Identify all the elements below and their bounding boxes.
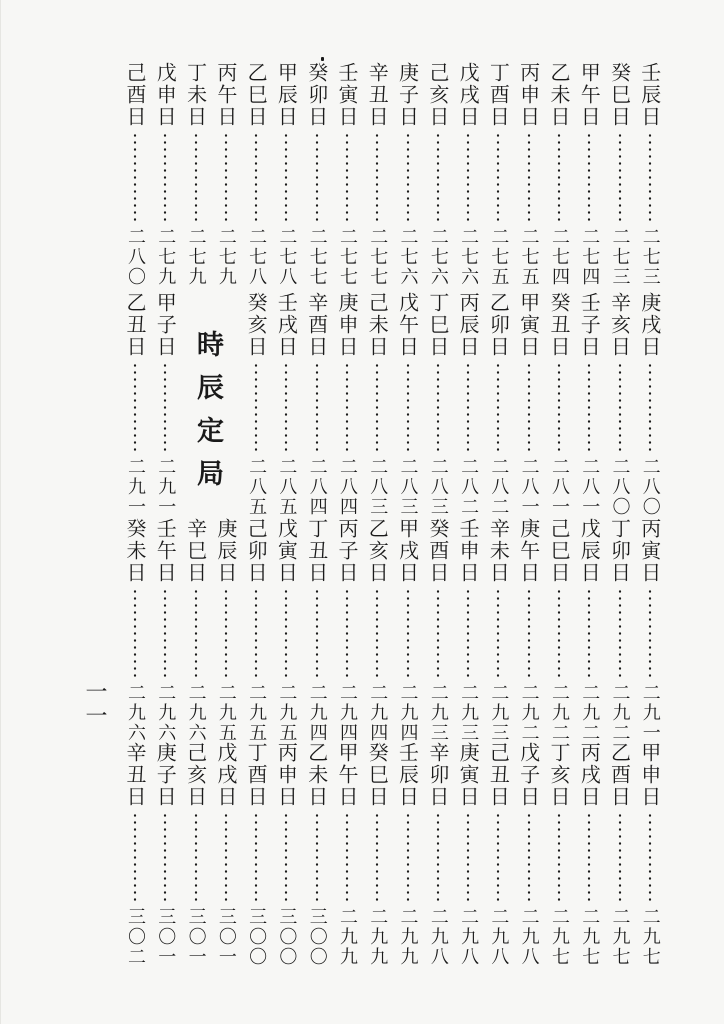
toc-entry-page-number: 二九八 — [518, 907, 540, 967]
dot-leader — [587, 132, 591, 223]
dot-leader — [466, 132, 470, 223]
toc-entry-label: 己未日 — [365, 292, 390, 358]
toc-entry — [515, 518, 543, 743]
dot-leader — [224, 588, 228, 679]
toc-entry-page-number: 二九七 — [579, 907, 601, 967]
dot-leader — [375, 132, 379, 223]
dot-leader — [618, 588, 622, 679]
toc-entry-page-number: 二九二 — [548, 683, 570, 743]
dot-leader — [618, 132, 622, 223]
toc-band-4 — [121, 742, 664, 967]
toc-entry-label: 戊戌日 — [213, 742, 238, 808]
toc-entry-label: 己亥日 — [425, 62, 450, 128]
dot-leader — [557, 362, 561, 453]
toc-entry-label: 甲戌日 — [395, 518, 420, 584]
toc-entry-page-number: 二九八 — [427, 907, 449, 967]
toc-entry — [515, 62, 543, 287]
page-number: 一一 — [82, 680, 107, 728]
toc-entry — [121, 742, 149, 967]
toc-entry-page-number: 二八〇 — [609, 457, 631, 517]
toc-entry-label: 丙午日 — [213, 62, 238, 128]
toc-entry-page-number: 二九八 — [488, 907, 510, 967]
toc-entry — [636, 742, 664, 967]
dot-leader — [466, 812, 470, 903]
toc-entry-label: 庚寅日 — [456, 742, 481, 808]
toc-entry — [212, 62, 240, 287]
toc-entry — [545, 62, 573, 287]
toc-entry-label: 甲辰日 — [274, 62, 299, 128]
toc-entry-label: 壬辰日 — [395, 742, 420, 808]
toc-entry-page-number: 三〇一 — [215, 907, 237, 967]
toc-entry-page-number: 二七六 — [397, 227, 419, 287]
toc-entry-label: 乙未日 — [546, 62, 571, 128]
dot-leader — [406, 588, 410, 679]
toc-entry-label: 戊辰日 — [577, 518, 602, 584]
dot-leader — [496, 588, 500, 679]
toc-entry — [394, 742, 422, 967]
dot-leader — [466, 588, 470, 679]
toc-entry-page-number: 二九九 — [367, 907, 389, 967]
dot-leader — [557, 132, 561, 223]
toc-entry — [363, 62, 391, 287]
toc-entry-label: 辛酉日 — [304, 292, 329, 358]
toc-entry-page-number: 二九七 — [548, 907, 570, 967]
dot-leader — [557, 588, 561, 679]
dot-leader — [194, 132, 198, 223]
dot-leader — [194, 812, 198, 903]
ink-speck — [321, 57, 324, 61]
toc-band-columns — [121, 62, 664, 287]
toc-entry-label: 辛卯日 — [425, 742, 450, 808]
toc-entry-label: 庚午日 — [516, 518, 541, 584]
toc-entry-page-number: 二七七 — [336, 227, 358, 287]
toc-entry — [454, 742, 482, 967]
toc-entry — [394, 518, 422, 743]
toc-entry — [182, 742, 210, 967]
toc-entry — [545, 292, 573, 517]
toc-entry — [121, 292, 149, 517]
toc-entry-label: 壬子日 — [577, 292, 602, 358]
toc-entry-page-number: 二九一 — [639, 683, 661, 743]
toc-entry — [606, 742, 634, 967]
dot-leader — [254, 812, 258, 903]
toc-entry-page-number: 二七八 — [276, 227, 298, 287]
toc-entry-page-number: 二八一 — [548, 457, 570, 517]
dot-leader — [284, 132, 288, 223]
toc-entry-label: 乙酉日 — [607, 742, 632, 808]
dot-leader — [406, 132, 410, 223]
dot-leader — [436, 132, 440, 223]
dot-leader — [224, 812, 228, 903]
toc-entry — [151, 742, 179, 967]
toc-entry — [363, 742, 391, 967]
toc-entry — [394, 62, 422, 287]
toc-entry-page-number: 二九三 — [458, 683, 480, 743]
toc-entry-page-number: 二九七 — [639, 907, 661, 967]
toc-entry-label: 辛亥日 — [607, 292, 632, 358]
section-title: 時辰定局 — [192, 330, 223, 502]
toc-entry-page-number: 二八〇 — [639, 457, 661, 517]
dot-leader — [194, 588, 198, 679]
toc-entry-label: 庚辰日 — [213, 518, 238, 584]
toc-entry-label: 辛丑日 — [365, 62, 390, 128]
toc-entry-page-number: 二九二 — [609, 683, 631, 743]
toc-entry — [272, 742, 300, 967]
toc-entry-page-number: 二九四 — [397, 683, 419, 743]
dot-leader — [254, 362, 258, 453]
dot-leader — [587, 812, 591, 903]
toc-entry-label: 丁亥日 — [546, 742, 571, 808]
toc-entry — [333, 62, 361, 287]
toc-entry-page-number: 三〇〇 — [306, 907, 328, 967]
dot-leader — [375, 812, 379, 903]
toc-entry-page-number: 二九八 — [458, 907, 480, 967]
toc-entry-label: 己丑日 — [486, 742, 511, 808]
toc-entry-label: 丙申日 — [516, 62, 541, 128]
toc-entry — [151, 62, 179, 287]
toc-entry-page-number: 二七四 — [579, 227, 601, 287]
toc-entry-label: 壬午日 — [153, 518, 178, 584]
dot-leader — [284, 588, 288, 679]
toc-entry-page-number: 二九六 — [155, 683, 177, 743]
toc-entry-label: 甲午日 — [334, 742, 359, 808]
dot-leader — [618, 812, 622, 903]
toc-entry — [333, 292, 361, 517]
toc-entry-label: 丙寅日 — [637, 518, 662, 584]
toc-entry-page-number: 二九九 — [397, 907, 419, 967]
dot-leader — [315, 362, 319, 453]
dot-leader — [163, 132, 167, 223]
toc-entry-page-number: 二七五 — [488, 227, 510, 287]
toc-entry — [363, 518, 391, 743]
dot-leader — [436, 588, 440, 679]
toc-entry-page-number: 二八一 — [518, 457, 540, 517]
toc-entry — [333, 518, 361, 743]
toc-entry-page-number: 二七七 — [306, 227, 328, 287]
toc-entry — [212, 742, 240, 967]
toc-entry — [454, 292, 482, 517]
toc-band-columns — [121, 518, 664, 743]
toc-entry — [575, 292, 603, 517]
toc-entry-page-number: 二九九 — [336, 907, 358, 967]
dot-leader — [466, 362, 470, 453]
dot-leader — [315, 132, 319, 223]
toc-entry-page-number: 二九五 — [276, 683, 298, 743]
dot-leader — [345, 588, 349, 679]
toc-entry — [515, 292, 543, 517]
toc-entry-label: 辛巳日 — [183, 518, 208, 584]
toc-entry-label: 甲申日 — [637, 742, 662, 808]
toc-entry — [515, 742, 543, 967]
dot-leader — [648, 362, 652, 453]
toc-entry-page-number: 二七四 — [548, 227, 570, 287]
dot-leader — [406, 812, 410, 903]
toc-entry-label: 癸未日 — [123, 518, 147, 584]
toc-entry — [303, 62, 331, 287]
toc-entry-label: 己亥日 — [183, 742, 208, 808]
toc-entry — [242, 292, 270, 517]
toc-entry — [484, 518, 512, 743]
toc-entry-page-number: 二八五 — [276, 457, 298, 517]
toc-entry-page-number: 二七五 — [518, 227, 540, 287]
toc-entry-page-number: 三〇〇 — [246, 907, 268, 967]
toc-entry-page-number: 二七七 — [367, 227, 389, 287]
toc-entry-page-number: 二九四 — [306, 683, 328, 743]
toc-entry — [636, 292, 664, 517]
toc-entry — [606, 518, 634, 743]
toc-entry-label: 乙亥日 — [365, 518, 390, 584]
dot-leader — [254, 132, 258, 223]
toc-entry-page-number: 三〇一 — [155, 907, 177, 967]
toc-entry-label: 戊寅日 — [274, 518, 299, 584]
toc-entry-page-number: 二八二 — [488, 457, 510, 517]
toc-entry — [242, 742, 270, 967]
toc-entry — [484, 742, 512, 967]
toc-entry — [484, 62, 512, 287]
toc-entry — [242, 62, 270, 287]
dot-leader — [163, 588, 167, 679]
toc-entry — [303, 292, 331, 517]
toc-entry-page-number: 二九二 — [579, 683, 601, 743]
toc-entry-label: 辛丑日 — [123, 742, 147, 808]
dot-leader — [345, 812, 349, 903]
toc-entry-label: 丁酉日 — [244, 742, 269, 808]
toc-entry — [606, 292, 634, 517]
toc-entry-page-number: 二九三 — [427, 683, 449, 743]
toc-entry-page-number: 二八四 — [336, 457, 358, 517]
toc-entry-label: 甲子日 — [153, 292, 178, 358]
toc-entry-page-number: 二九五 — [246, 683, 268, 743]
toc-entry-label: 己卯日 — [244, 518, 269, 584]
toc-entry-page-number: 三〇二 — [125, 907, 146, 967]
toc-entry-page-number: 二七八 — [246, 227, 268, 287]
toc-entry — [121, 62, 149, 287]
dot-leader — [406, 362, 410, 453]
toc-entry-label: 乙巳日 — [244, 62, 269, 128]
toc-entry — [182, 62, 210, 287]
toc-entry — [182, 518, 210, 743]
toc-band-3 — [121, 518, 664, 743]
toc-entry-label: 乙未日 — [304, 742, 329, 808]
toc-entry-page-number: 二九四 — [336, 683, 358, 743]
toc-entry — [424, 292, 452, 517]
toc-entry-page-number: 二九四 — [367, 683, 389, 743]
toc-entry-label: 丙辰日 — [456, 292, 481, 358]
dot-leader — [496, 812, 500, 903]
dot-leader — [345, 132, 349, 223]
toc-entry-page-number: 二九三 — [488, 683, 510, 743]
toc-entry-label: 壬辰日 — [637, 62, 662, 128]
toc-entry — [272, 518, 300, 743]
toc-entry-label: 丁丑日 — [304, 518, 329, 584]
dot-leader — [557, 812, 561, 903]
toc-entry-page-number: 二九五 — [215, 683, 237, 743]
toc-entry-label: 丙子日 — [334, 518, 359, 584]
toc-entry-label: 癸巳日 — [607, 62, 632, 128]
dot-leader — [496, 362, 500, 453]
dot-leader — [618, 362, 622, 453]
toc-entry-page-number: 二八二 — [458, 457, 480, 517]
toc-entry-page-number: 二八五 — [246, 457, 268, 517]
toc-entry-label: 丙申日 — [274, 742, 299, 808]
toc-entry — [272, 292, 300, 517]
toc-entry — [424, 742, 452, 967]
toc-entry — [545, 518, 573, 743]
toc-entry-label: 甲午日 — [577, 62, 602, 128]
toc-entry — [424, 518, 452, 743]
toc-entry — [242, 518, 270, 743]
dot-leader — [224, 132, 228, 223]
toc-entry-page-number: 二九二 — [518, 683, 540, 743]
toc-entry — [151, 518, 179, 743]
toc-entry — [303, 518, 331, 743]
toc-entry-label: 己酉日 — [123, 62, 147, 128]
toc-entry — [484, 292, 512, 517]
toc-entry-page-number: 二七九 — [215, 227, 237, 287]
toc-entry-page-number: 二九一 — [155, 457, 177, 517]
toc-entry-label: 庚戌日 — [637, 292, 662, 358]
toc-entry — [303, 742, 331, 967]
toc-entry-page-number: 三〇〇 — [276, 907, 298, 967]
dot-leader — [133, 132, 137, 223]
dot-leader — [284, 362, 288, 453]
dot-leader — [527, 132, 531, 223]
toc-entry — [606, 62, 634, 287]
toc-entry-label: 丁酉日 — [486, 62, 511, 128]
dot-leader — [254, 588, 258, 679]
toc-entry-page-number: 二七九 — [155, 227, 177, 287]
toc-entry-page-number: 二七六 — [458, 227, 480, 287]
dot-leader — [587, 362, 591, 453]
dot-leader — [496, 132, 500, 223]
toc-entry-label: 戊子日 — [516, 742, 541, 808]
toc-entry-page-number: 二八三 — [427, 457, 449, 517]
toc-entry-label: 辛未日 — [486, 518, 511, 584]
toc-entry-label: 戊戌日 — [456, 62, 481, 128]
dot-leader — [163, 812, 167, 903]
dot-leader — [436, 362, 440, 453]
toc-entry-label: 己巳日 — [546, 518, 571, 584]
toc-entry-label: 乙丑日 — [123, 292, 147, 358]
toc-entry-label: 癸卯日 — [304, 62, 329, 128]
dot-leader — [133, 812, 137, 903]
dot-leader — [436, 812, 440, 903]
dot-leader — [587, 588, 591, 679]
toc-entry-label: 庚子日 — [395, 62, 420, 128]
toc-entry-label: 戊申日 — [153, 62, 178, 128]
toc-entry — [151, 292, 179, 517]
toc-entry-label: 壬寅日 — [334, 62, 359, 128]
dot-leader — [284, 812, 288, 903]
dot-leader — [375, 588, 379, 679]
toc-entry — [333, 742, 361, 967]
toc-entry-page-number: 二九六 — [185, 683, 207, 743]
toc-entry — [454, 518, 482, 743]
toc-entry — [545, 742, 573, 967]
dot-leader — [163, 362, 167, 453]
toc-band-columns — [121, 742, 664, 967]
dot-leader — [133, 362, 137, 453]
toc-entry — [424, 62, 452, 287]
toc-entry-label: 庚申日 — [334, 292, 359, 358]
toc-entry-page-number: 二八〇 — [125, 227, 146, 287]
toc-entry-page-number: 二七六 — [427, 227, 449, 287]
toc-entry — [121, 518, 149, 743]
toc-entry-page-number: 二七三 — [609, 227, 631, 287]
dot-leader — [648, 132, 652, 223]
toc-entry-label: 癸亥日 — [244, 292, 269, 358]
toc-entry-label: 癸丑日 — [546, 292, 571, 358]
toc-entry — [575, 62, 603, 287]
toc-entry-label: 丁巳日 — [425, 292, 450, 358]
dot-leader — [315, 812, 319, 903]
toc-entry — [636, 518, 664, 743]
toc-entry-label: 乙卯日 — [486, 292, 511, 358]
toc-entry-label: 丁卯日 — [607, 518, 632, 584]
dot-leader — [527, 812, 531, 903]
toc-entry — [454, 62, 482, 287]
toc-entry-page-number: 二八一 — [579, 457, 601, 517]
toc-entry-label: 壬戌日 — [274, 292, 299, 358]
toc-entry — [636, 62, 664, 287]
toc-entry-page-number: 二九七 — [609, 907, 631, 967]
toc-entry — [394, 292, 422, 517]
toc-entry — [212, 518, 240, 743]
toc-entry-label: 丁未日 — [183, 62, 208, 128]
toc-entry-page-number: 三〇一 — [185, 907, 207, 967]
dot-leader — [345, 362, 349, 453]
toc-entry-label: 壬申日 — [456, 518, 481, 584]
dot-leader — [527, 588, 531, 679]
dot-leader — [648, 812, 652, 903]
dot-leader — [315, 588, 319, 679]
dot-leader — [375, 362, 379, 453]
toc-entry-page-number: 二九六 — [125, 683, 146, 743]
toc-entry-page-number: 二八四 — [306, 457, 328, 517]
toc-entry-label: 戊午日 — [395, 292, 420, 358]
dot-leader — [133, 588, 137, 679]
toc-entry — [272, 62, 300, 287]
toc-band-1 — [121, 62, 664, 287]
toc-entry — [363, 292, 391, 517]
toc-entry-page-number: 二七三 — [639, 227, 661, 287]
toc-entry — [575, 742, 603, 967]
toc-entry-page-number: 二八三 — [397, 457, 419, 517]
dot-leader — [648, 588, 652, 679]
toc-entry-label: 庚子日 — [153, 742, 178, 808]
toc-entry-page-number: 二七九 — [185, 227, 207, 287]
toc-entry-label: 癸酉日 — [425, 518, 450, 584]
toc-entry-page-number: 二九一 — [125, 457, 146, 517]
toc-entry-label: 甲寅日 — [516, 292, 541, 358]
dot-leader — [527, 362, 531, 453]
toc-entry — [575, 518, 603, 743]
toc-entry-page-number: 二八三 — [367, 457, 389, 517]
toc-entry-label: 癸巳日 — [365, 742, 390, 808]
toc-entry-label: 丙戌日 — [577, 742, 602, 808]
